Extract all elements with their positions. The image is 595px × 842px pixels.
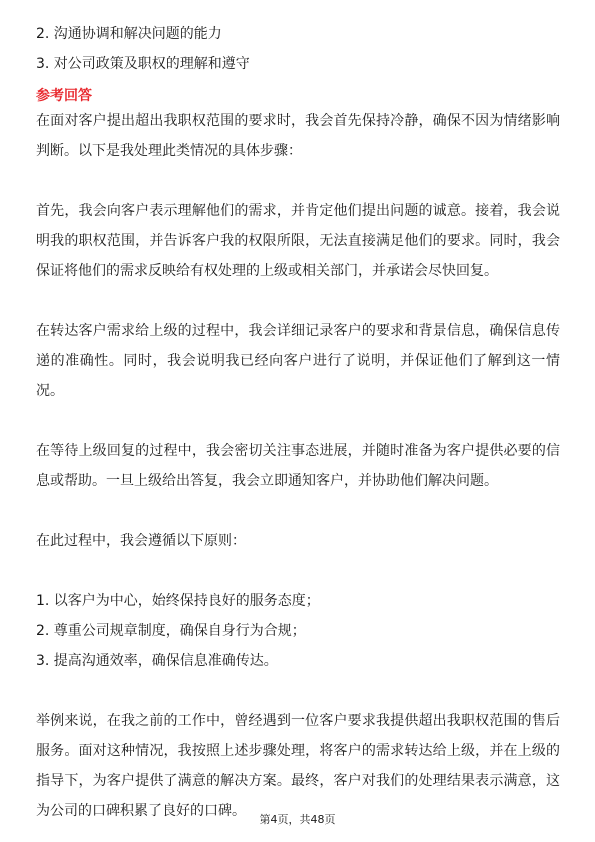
list-item: 2. 沟通协调和解决问题的能力: [36, 26, 222, 42]
paragraph-principles-intro: 在此过程中，我会遵循以下原则：: [36, 533, 246, 549]
page-footer: 第4页，共48页: [259, 813, 336, 826]
principle-item: 2. 尊重公司规章制度，确保自身行为合规；: [36, 623, 306, 639]
paragraph-example: 举例来说，在我之前的工作中，曾经遇到一位客户要求我提供超出我职权范围的售后服务。面对这种情况，我按照上述步骤处理，将客户的需求转达给上级，并在上级的指导下，为客户提供了满意的解决方案。最终，客户对我们的处理结果表示满意，这为公司的口碑积累了良好的口碑。: [36, 713, 560, 819]
paragraph-first-step: 首先，我会向客户表示理解他们的需求，并肯定他们提出问题的诚意。接着，我会说明我的职权范围，并告诉客户我的权限所限，无法直接满足他们的要求。同时，我会保证将他们的需求反映给有权处理的上级或相关部门，并承诺会尽快回复。: [36, 203, 560, 279]
paragraph-waiting: 在等待上级回复的过程中，我会密切关注事态进展，并随时准备为客户提供必要的信息或帮助。一旦上级给出答复，我会立即通知客户，并协助他们解决问题。: [36, 443, 560, 489]
paragraph-intro: 在面对客户提出超出我职权范围的要求时，我会首先保持冷静，确保不因为情绪影响判断。以下是我处理此类情况的具体步骤：: [36, 113, 560, 159]
principle-item: 3. 提高沟通效率，确保信息准确传达。: [36, 653, 278, 669]
section-heading: 参考回答: [36, 88, 92, 104]
paragraph-forward: 在转达客户需求给上级的过程中，我会详细记录客户的要求和背景信息，确保信息传递的准确性。同时，我会说明我已经向客户进行了说明，并保证他们了解到这一情况。: [36, 323, 560, 399]
page-content: [36, 20, 560, 826]
list-item: 3. 对公司政策及职权的理解和遵守: [36, 56, 250, 72]
principle-item: 1. 以客户为中心，始终保持良好的服务态度；: [36, 593, 320, 609]
